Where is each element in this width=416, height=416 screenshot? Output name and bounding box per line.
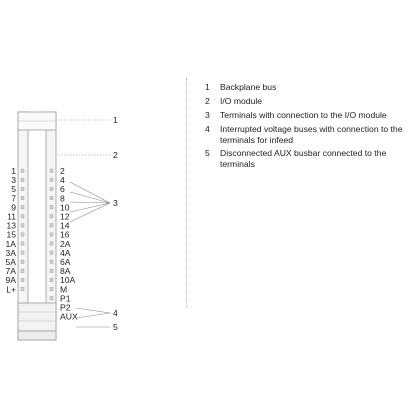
terminal-label-right: P2 [60,302,71,313]
terminal-contact [50,224,53,228]
terminal-contact [50,215,53,219]
voltage-bus-bars [18,303,56,331]
terminal-label-left: 7 [11,193,16,204]
terminal-label-right: 10A [60,275,76,286]
terminal-contact [21,205,24,209]
legend-number: 3 [205,110,210,120]
legend-text: Disconnected AUX busbar connected to the terminals [220,148,387,169]
legend-number: 5 [205,148,210,158]
terminal-label-left: 13 [6,220,16,231]
legend-text: Backplane bus [220,82,277,92]
legend-item-2 [205,96,262,107]
terminal-label-left: 7A [5,266,16,277]
terminal-contact [50,296,53,300]
callout-1: 1 [113,115,118,125]
legend-item-1 [205,82,276,93]
terminal-contact [50,178,53,182]
callout-5: 5 [113,322,118,332]
terminal-label-left: 1 [11,166,16,176]
terminal-contact [21,187,24,191]
terminal-contact [21,278,24,282]
terminal-label-right: 6A [60,257,71,267]
legend-number: 1 [205,82,210,92]
terminal-label-left: 11 [7,211,16,222]
terminal-contact [21,178,24,182]
terminal-contact [50,278,53,282]
module-diagram [0,0,186,416]
legend-text: Interrupted voltage buses with connection to the terminals for infeed [220,124,403,145]
terminal-contact [21,260,24,264]
terminal-label-right: 6 [60,184,65,195]
terminal-label-left: 3 [11,175,16,186]
terminal-contact [50,251,53,255]
terminal-label-left: 1A [5,238,16,249]
terminal-label-left: 3A [5,247,16,258]
legend [186,78,416,308]
terminal-contact [21,242,24,246]
legend-text: Terminals with connection to the I/O module [220,110,387,120]
terminal-contact [21,251,24,255]
legend-number: 2 [205,96,210,106]
terminal-label-right: 4 [60,175,65,186]
terminal-label-left: 9 [11,202,16,213]
terminal-label-right: M [60,284,68,295]
terminal-contact [50,260,53,264]
terminal-contact [50,205,53,209]
terminal-contact [50,269,53,273]
callout-3: 3 [113,198,118,208]
legend-item-3 [205,110,387,121]
terminal-label-right: 2 [60,166,65,176]
terminal-label-right: 14 [60,220,70,231]
terminal-label-right: 2A [60,238,71,249]
leader-fan-4 [76,308,110,318]
terminal-contact [50,196,53,200]
terminal-contact [21,169,24,173]
legend-text: I/O module [220,96,263,106]
terminal-contact [21,287,24,291]
callout-4: 4 [113,308,118,318]
terminal-label-left: L+ [6,284,16,295]
terminal-label-right: 8 [60,193,65,204]
legend-item-4 [205,124,403,145]
terminal-contact [50,233,53,237]
legend-item-5 [205,148,416,169]
terminal-contact [50,242,53,246]
terminal-label-right: 12 [60,211,70,222]
terminal-contact [21,269,24,273]
aux-busbar [18,331,56,340]
terminal-contact [21,224,24,228]
terminal-label-left: 15 [6,229,16,240]
terminal-contact [21,196,24,200]
terminal-label-right: P1 [60,293,71,304]
terminal-label-left: 9A [5,275,16,286]
terminal-label-right: 8A [60,266,71,277]
terminal-label-right: 4A [60,247,71,258]
terminal-contact [21,233,24,237]
terminal-label-right: 10 [60,202,70,213]
leader-fan-3 [70,182,110,222]
terminal-contact [50,169,53,173]
legend-number: 4 [205,124,210,134]
terminal-contact [50,287,53,291]
terminal-contact [50,187,53,191]
terminal-label-left: 5 [11,184,16,195]
callout-2: 2 [113,150,118,160]
terminal-label-left: 5A [5,257,16,267]
terminal-label-right: 16 [60,229,70,240]
terminal-contact [21,215,24,219]
terminal-label-right: AUX [60,311,78,322]
